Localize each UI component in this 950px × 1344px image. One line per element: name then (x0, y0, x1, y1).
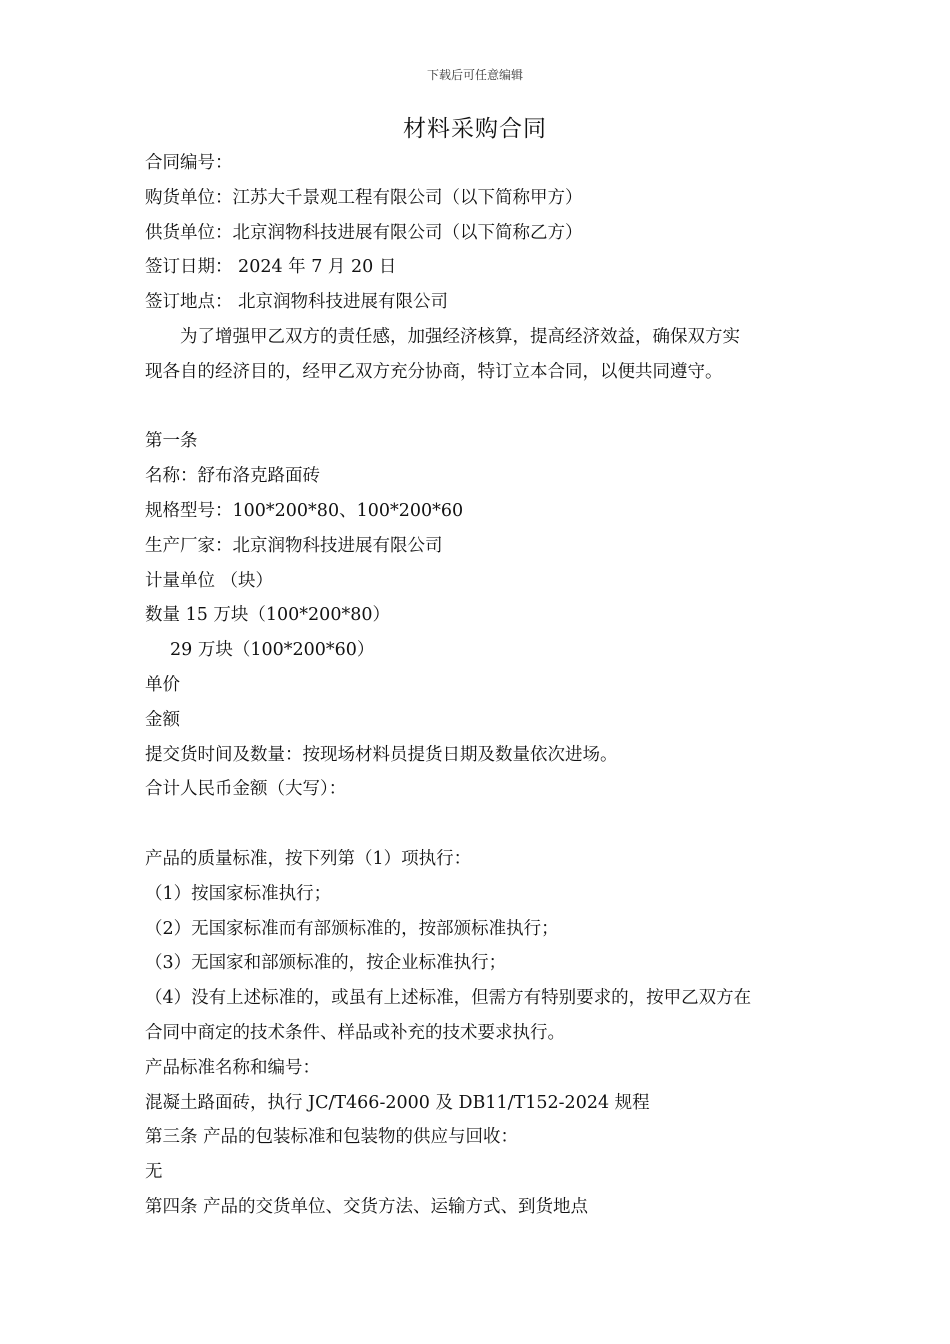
quality-item-3: （3）无国家和部颁标准的，按企业标准执行； (145, 953, 507, 974)
buyer-line: 购货单位：江苏大千景观工程有限公司（以下简称甲方） (145, 187, 583, 208)
quality-item-4-continued: 合同中商定的技术条件、样品或补充的技术要求执行。 (145, 1022, 565, 1043)
article-4-heading: 第四条 产品的交货单位、交货方法、运输方式、到货地点 (145, 1196, 589, 1217)
quality-item-1: （1）按国家标准执行； (145, 883, 332, 904)
spec-line: 规格型号：100*200*80、100*200*60 (145, 500, 464, 521)
supplier-line: 供货单位：北京润物科技进展有限公司（以下简称乙方） (145, 222, 583, 243)
packaging-value: 无 (145, 1162, 163, 1183)
delivery-time-line: 提交货时间及数量：按现场材料员提货日期及数量依次进场。 (145, 744, 618, 765)
unit-price-line: 单价 (145, 674, 180, 695)
header-note: 下载后可任意编辑 (426, 68, 523, 82)
total-amount-line: 合计人民币金额（大写）： (145, 779, 347, 800)
product-name-line: 名称：舒布洛克路面砖 (145, 466, 320, 487)
document-body (145, 146, 825, 1225)
article-3-heading: 第三条 产品的包装标准和包装物的供应与回收： (145, 1127, 519, 1148)
quantity-line-2: 29 万块（100*200*60） (170, 640, 375, 661)
quality-standard-line: 产品的质量标准，按下列第（1）项执行： (145, 848, 472, 869)
contract-number-line: 合同编号： (145, 153, 233, 173)
preamble-line-2: 现各自的经济目的，经甲乙双方充分协商，特订立本合同，以便共同遵守。 (145, 361, 723, 382)
quantity-line-1: 数量 15 万块（100*200*80） (145, 605, 390, 626)
manufacturer-line: 生产厂家：北京润物科技进展有限公司 (145, 535, 443, 556)
standard-name-value: 混凝土路面砖，执行 JC/T466-2000 及 DB11/T152-2024 规程 (145, 1092, 650, 1113)
blank-line (145, 807, 825, 842)
sign-date-line: 签订日期： 2024 年 7 月 20 日 (145, 257, 397, 278)
standard-name-label: 产品标准名称和编号： (145, 1057, 320, 1078)
preamble-line-1: 为了增强甲乙双方的责任感，加强经济核算，提高经济效益，确保双方实 (180, 326, 740, 347)
quality-item-2: （2）无国家标准而有部颁标准的，按部颁标准执行； (145, 918, 559, 939)
unit-line: 计量单位 （块） (145, 570, 274, 591)
sign-place-line: 签订地点： 北京润物科技进展有限公司 (145, 292, 449, 313)
article-1-heading: 第一条 (145, 431, 198, 452)
blank-line (145, 390, 825, 425)
amount-line: 金额 (145, 709, 180, 730)
quality-item-4: （4）没有上述标准的，或虽有上述标准，但需方有特别要求的，按甲乙双方在 (145, 988, 752, 1009)
document-title: 材料采购合同 (403, 116, 547, 142)
